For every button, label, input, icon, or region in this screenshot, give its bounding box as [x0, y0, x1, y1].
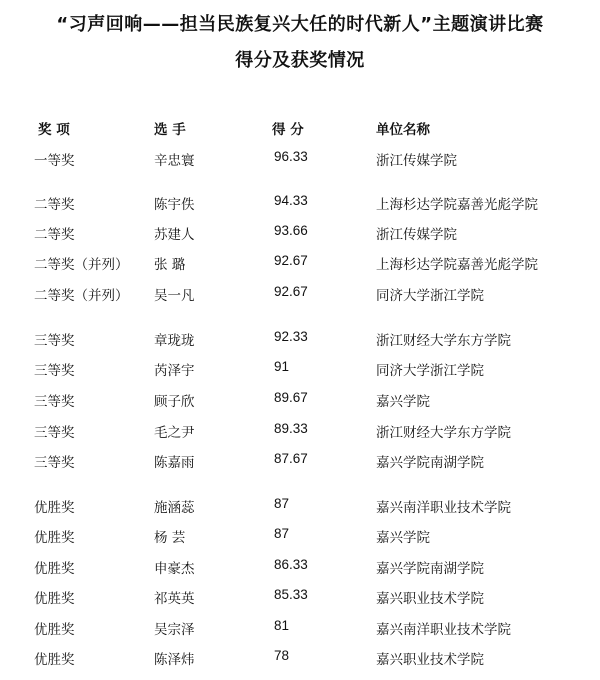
name-cell: 吴宗泽 [154, 622, 195, 638]
score-cell: 85.33 [274, 587, 308, 602]
score-cell: 93.66 [274, 223, 308, 238]
name-cell: 顾子欣 [154, 394, 195, 410]
award-cell: 二等奖（并列） [34, 288, 129, 304]
document-subtitle: 得分及获奖情况 [235, 50, 365, 71]
column-header-award: 奖 项 [38, 122, 70, 138]
name-cell: 陈嘉雨 [154, 455, 195, 471]
unit-cell: 嘉兴职业技术学院 [376, 591, 484, 607]
score-cell: 78 [274, 648, 290, 663]
award-cell: 二等奖 [34, 197, 75, 213]
table-row [0, 284, 600, 306]
score-cell: 86.33 [274, 557, 308, 572]
unit-cell: 嘉兴学院南湖学院 [376, 561, 484, 577]
award-cell: 三等奖 [34, 333, 75, 349]
score-cell: 89.67 [274, 390, 308, 405]
unit-cell: 浙江财经大学东方学院 [376, 425, 511, 441]
table-row [0, 618, 600, 640]
unit-cell: 上海杉达学院嘉善光彪学院 [376, 197, 538, 213]
unit-cell: 嘉兴南洋职业技术学院 [376, 500, 511, 516]
award-cell: 三等奖 [34, 455, 75, 471]
award-cell: 优胜奖 [34, 622, 75, 638]
unit-cell: 嘉兴学院 [376, 394, 430, 410]
award-cell: 二等奖 [34, 227, 75, 243]
unit-cell: 上海杉达学院嘉善光彪学院 [376, 257, 538, 273]
score-cell: 81 [274, 618, 290, 633]
table-row [0, 223, 600, 245]
name-cell: 芮泽宇 [154, 363, 195, 379]
award-cell: 优胜奖 [34, 530, 75, 546]
name-cell: 杨 芸 [154, 530, 186, 546]
table-row [0, 526, 600, 548]
table-row [0, 557, 600, 579]
unit-cell: 嘉兴南洋职业技术学院 [376, 622, 511, 638]
score-cell: 89.33 [274, 421, 308, 436]
score-cell: 92.33 [274, 329, 308, 344]
name-cell: 章珑珑 [154, 333, 195, 349]
table-row [0, 587, 600, 609]
table-row [0, 648, 600, 670]
table-row [0, 390, 600, 412]
table-row [0, 149, 600, 171]
score-cell: 92.67 [274, 253, 308, 268]
unit-cell: 嘉兴学院 [376, 530, 430, 546]
unit-cell: 同济大学浙江学院 [376, 288, 484, 304]
score-cell: 96.33 [274, 149, 308, 164]
name-cell: 陈泽炜 [154, 652, 195, 668]
column-header-name: 选 手 [154, 122, 186, 138]
name-cell: 吴一凡 [154, 288, 195, 304]
award-cell: 优胜奖 [34, 500, 75, 516]
name-cell: 施涵蕊 [154, 500, 195, 516]
table-row [0, 421, 600, 443]
name-cell: 张 璐 [154, 257, 186, 273]
name-cell: 辛忠寰 [154, 153, 195, 169]
table-row [0, 193, 600, 215]
score-cell: 87 [274, 526, 290, 541]
award-cell: 优胜奖 [34, 561, 75, 577]
table-header [0, 118, 600, 138]
name-cell: 祁英英 [154, 591, 195, 607]
award-cell: 优胜奖 [34, 591, 75, 607]
table-row [0, 496, 600, 518]
score-cell: 92.67 [274, 284, 308, 299]
unit-cell: 浙江传媒学院 [376, 227, 457, 243]
column-header-unit: 单位名称 [376, 122, 430, 138]
unit-cell: 嘉兴职业技术学院 [376, 652, 484, 668]
award-cell: 三等奖 [34, 394, 75, 410]
unit-cell: 浙江财经大学东方学院 [376, 333, 511, 349]
award-cell: 一等奖 [34, 153, 75, 169]
unit-cell: 同济大学浙江学院 [376, 363, 484, 379]
column-header-score: 得 分 [272, 122, 304, 138]
award-cell: 优胜奖 [34, 652, 75, 668]
name-cell: 申豪杰 [154, 561, 195, 577]
score-cell: 94.33 [274, 193, 308, 208]
document-title: “习声回响——担当民族复兴大任的时代新人”主题演讲比赛 [56, 14, 544, 35]
score-cell: 87.67 [274, 451, 308, 466]
name-cell: 陈宇佚 [154, 197, 195, 213]
table-row [0, 451, 600, 473]
unit-cell: 浙江传媒学院 [376, 153, 457, 169]
table-row [0, 359, 600, 381]
score-cell: 91 [274, 359, 290, 374]
name-cell: 苏建人 [154, 227, 195, 243]
table-row [0, 329, 600, 351]
table-row [0, 253, 600, 275]
name-cell: 毛之尹 [154, 425, 195, 441]
unit-cell: 嘉兴学院南湖学院 [376, 455, 484, 471]
award-cell: 三等奖 [34, 425, 75, 441]
score-cell: 87 [274, 496, 290, 511]
award-cell: 二等奖（并列） [34, 257, 129, 273]
award-cell: 三等奖 [34, 363, 75, 379]
